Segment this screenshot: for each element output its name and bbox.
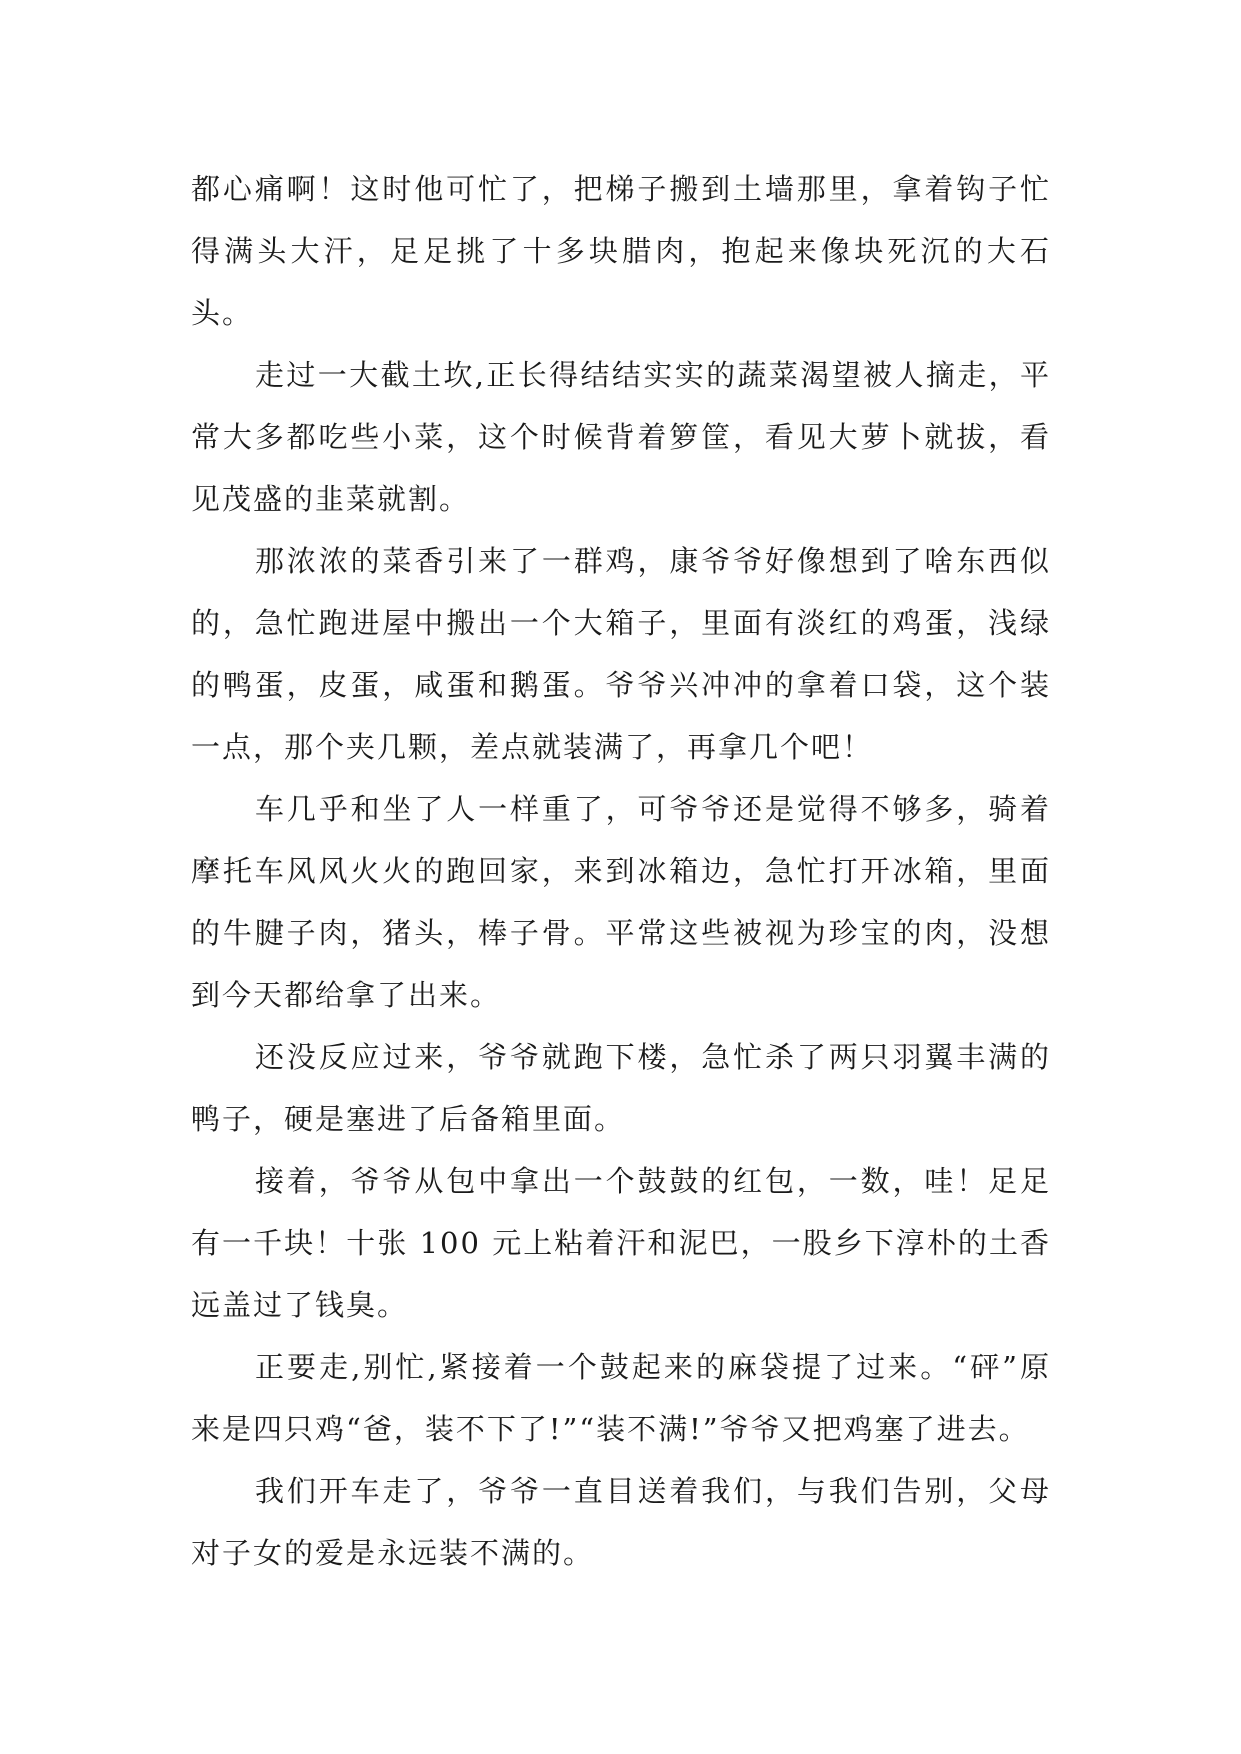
paragraph: 那浓浓的菜香引来了一群鸡，康爷爷好像想到了啥东西似的，急忙跑进屋中搬出一个大箱子，里面有淡红的鸡蛋，浅绿的鸭蛋，皮蛋，咸蛋和鹅蛋。爷爷兴冲冲的拿着口袋，这个装一点，那个夹几颗，差点就装满了，再拿几个吧！ — [191, 544, 1051, 764]
paragraph: 我们开车走了，爷爷一直目送着我们，与我们告别，父母对子女的爱是永远装不满的。 — [191, 1474, 1051, 1570]
paragraph: 都心痛啊！这时他可忙了，把梯子搬到土墙那里，拿着钩子忙得满头大汗，足足挑了十多块腊肉，抱起来像块死沉的大石头。 — [191, 172, 1051, 330]
paragraph: 走过一大截土坎,正长得结结实实的蔬菜渴望被人摘走，平常大多都吃些小菜，这个时候背着箩筐，看见大萝卜就拔，看见茂盛的韭菜就割。 — [191, 358, 1051, 516]
paragraph: 车几乎和坐了人一样重了，可爷爷还是觉得不够多，骑着摩托车风风火火的跑回家，来到冰箱边，急忙打开冰箱，里面的牛腱子肉，猪头，棒子骨。平常这些被视为珍宝的肉，没想到今天都给拿了出来。 — [191, 792, 1051, 1012]
paragraph: 接着，爷爷从包中拿出一个鼓鼓的红包，一数，哇！足足有一千块！十张 100 元上粘着汗和泥巴，一股乡下淳朴的土香远盖过了钱臭。 — [191, 1164, 1051, 1322]
article-body — [191, 158, 1051, 1584]
paragraph: 还没反应过来，爷爷就跑下楼，急忙杀了两只羽翼丰满的鸭子，硬是塞进了后备箱里面。 — [191, 1040, 1051, 1136]
paragraph: 正要走,别忙,紧接着一个鼓起来的麻袋提了过来。“砰”原来是四只鸡“爸，装不下了!”“装不满!”爷爷又把鸡塞了进去。 — [191, 1350, 1051, 1446]
